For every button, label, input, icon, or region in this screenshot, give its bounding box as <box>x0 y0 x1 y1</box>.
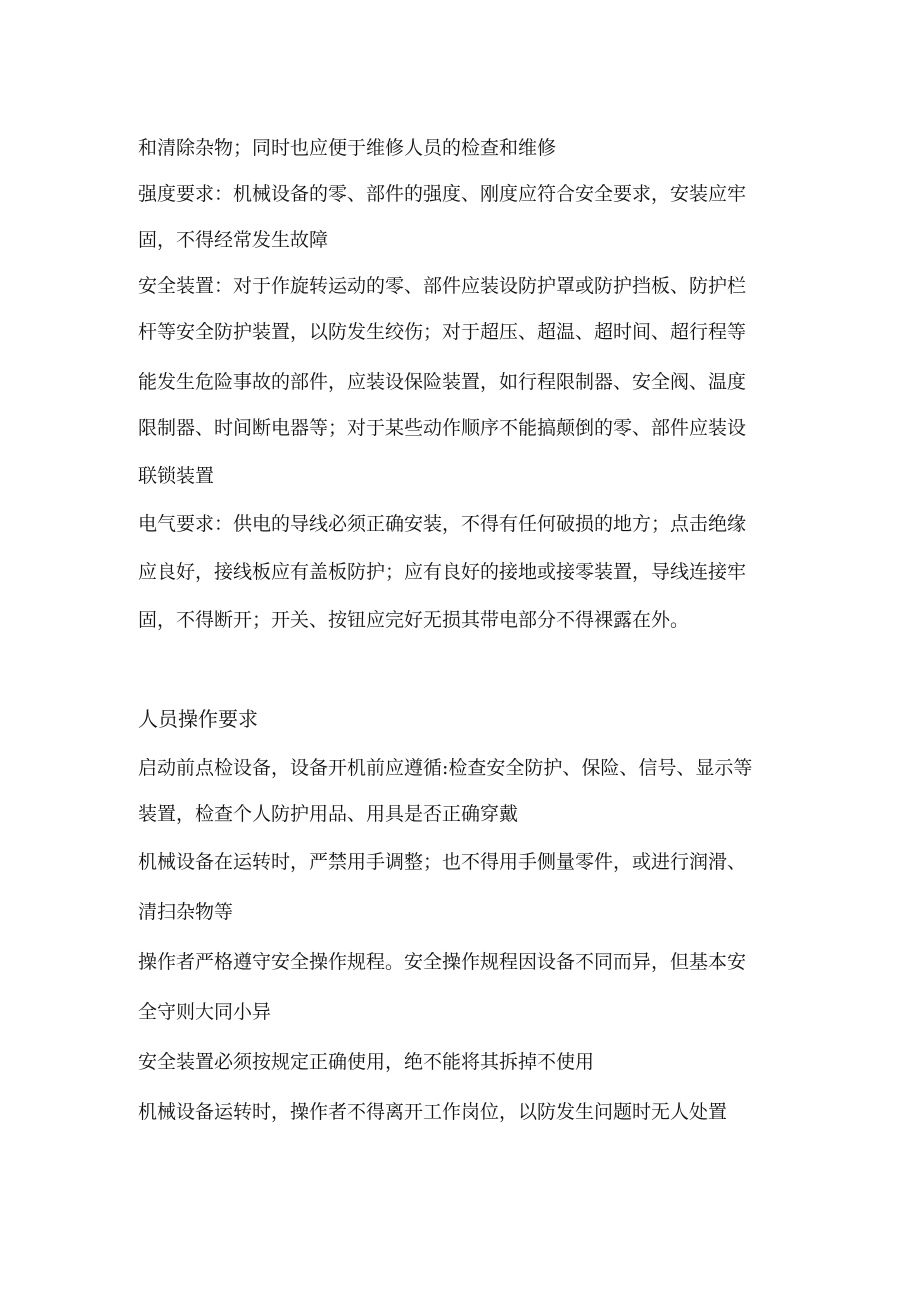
text-line: 电气要求：供电的导线必须正确安装，不得有任何破损的地方；点击绝缘 <box>138 513 747 535</box>
text-line: 操作者严格遵守安全操作规程。安全操作规程因设备不同而异，但基本安 <box>138 951 747 973</box>
text-line: 固，不得断开；开关、按钮应完好无损其带电部分不得裸露在外。 <box>138 609 690 631</box>
text-line: 清扫杂物等 <box>138 901 234 923</box>
text-line: 联锁装置 <box>138 465 215 487</box>
text-line: 和清除杂物；同时也应便于维修人员的检查和维修 <box>138 137 557 159</box>
text-line: 安全装置必须按规定正确使用，绝不能将其拆掉不使用 <box>138 1051 595 1073</box>
text-line: 安全装置：对于作旋转运动的零、部件应装设防护罩或防护挡板、防护栏 <box>138 275 747 297</box>
text-line: 应良好，接线板应有盖板防护；应有良好的接地或接零装置，导线连接牢 <box>138 561 747 583</box>
text-line: 强度要求：机械设备的零、部件的强度、刚度应符合安全要求，安装应牢 <box>138 183 747 205</box>
text-line: 机械设备在运转时，严禁用手调整；也不得用手侧量零件，或进行润滑、 <box>138 851 747 873</box>
text-line: 能发生危险事故的部件，应装设保险装置，如行程限制器、安全阀、温度 <box>138 371 747 393</box>
text-line: 全守则大同小异 <box>138 1001 272 1023</box>
text-line: 杆等安全防护装置，以防发生绞伤；对于超压、超温、超时间、超行程等 <box>138 321 747 343</box>
text-line: 固，不得经常发生故障 <box>138 229 329 251</box>
text-line: 限制器、时间断电器等；对于某些动作顺序不能搞颠倒的零、部件应装设 <box>138 417 747 439</box>
section-heading: 人员操作要求 <box>138 707 258 731</box>
text-line: 机械设备运转时，操作者不得离开工作岗位，以防发生问题时无人处置 <box>138 1101 728 1123</box>
text-line: 装置，检查个人防护用品、用具是否正确穿戴 <box>138 803 519 825</box>
text-line: 启动前点检设备，设备开机前应遵循:检查安全防护、保险、信号、显示等 <box>138 757 753 779</box>
